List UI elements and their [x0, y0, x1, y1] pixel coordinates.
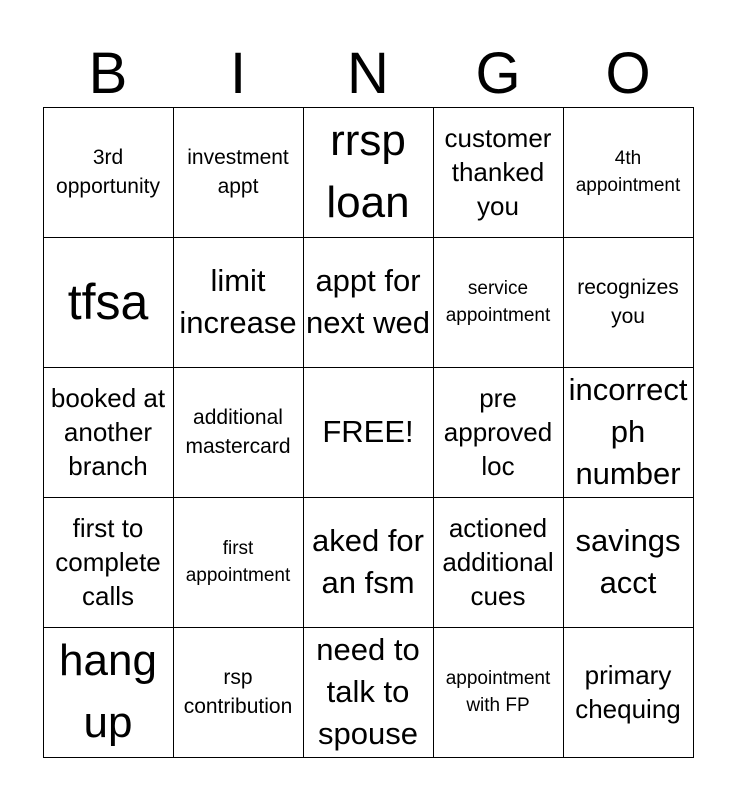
bingo-cell-label: pre approved loc [443, 383, 553, 481]
bingo-cell[interactable] [43, 237, 174, 368]
bingo-cell[interactable] [303, 627, 434, 758]
bingo-cell[interactable] [173, 237, 304, 368]
bingo-cell-label: primary chequing [575, 660, 681, 724]
bingo-cell-label: recognizes you [577, 276, 679, 328]
bingo-cell-label: 3rd opportunity [56, 146, 160, 198]
bingo-cell-label: 4th appointment [575, 148, 681, 196]
bingo-cell-label: rrsp loan [326, 116, 410, 227]
bingo-cell[interactable] [173, 367, 304, 498]
bingo-cell[interactable] [303, 107, 434, 238]
bingo-cell-label: savings acct [575, 523, 681, 600]
bingo-cell[interactable] [563, 107, 694, 238]
bingo-cell[interactable] [43, 107, 174, 238]
header-letter-g: G [475, 41, 521, 106]
bingo-cell-label: appt for next wed [305, 263, 431, 340]
bingo-cell-label: service appointment [445, 278, 551, 326]
bingo-cell[interactable] [563, 367, 694, 498]
bingo-cell[interactable] [303, 497, 434, 628]
bingo-cell-label: first to complete calls [55, 513, 161, 611]
bingo-cell[interactable] [563, 497, 694, 628]
bingo-cell-label: aked for an fsm [311, 523, 424, 600]
bingo-cell[interactable] [43, 627, 174, 758]
bingo-header [43, 40, 693, 108]
bingo-cell[interactable] [433, 627, 564, 758]
bingo-cell[interactable] [173, 627, 304, 758]
bingo-cell-label: incorrect ph number [568, 372, 688, 491]
bingo-cell-label: booked at another branch [50, 383, 166, 481]
bingo-board [43, 107, 693, 757]
bingo-cell[interactable] [433, 367, 564, 498]
bingo-cell[interactable] [173, 497, 304, 628]
header-letter-i: I [229, 41, 247, 106]
bingo-cell[interactable] [563, 627, 694, 758]
bingo-cell[interactable] [303, 367, 434, 498]
bingo-cell-label: FREE! [322, 414, 414, 449]
bingo-cell-label: actioned additional cues [442, 513, 554, 611]
header-letter-o: O [605, 41, 651, 106]
bingo-cell[interactable] [433, 497, 564, 628]
bingo-cell[interactable] [563, 237, 694, 368]
bingo-cell[interactable] [173, 107, 304, 238]
header-letter-b: B [88, 41, 128, 106]
bingo-cell[interactable] [303, 237, 434, 368]
bingo-cell-label: hang up [59, 636, 157, 747]
bingo-cell[interactable] [43, 497, 174, 628]
bingo-cell-label: appointment with FP [445, 668, 551, 716]
bingo-cell-label: investment appt [187, 146, 289, 198]
header-letter-n: N [347, 41, 389, 106]
bingo-cell[interactable] [433, 237, 564, 368]
bingo-cell-label: additional mastercard [185, 406, 291, 458]
bingo-cell-label: first appointment [185, 538, 291, 586]
bingo-cell-label: tfsa [67, 274, 149, 330]
bingo-cell-label: limit increase [179, 263, 297, 340]
bingo-cell[interactable] [433, 107, 564, 238]
bingo-cell[interactable] [43, 367, 174, 498]
bingo-cell-label: need to talk to spouse [316, 632, 420, 751]
bingo-cell-label: rsp contribution [183, 666, 293, 718]
bingo-cell-label: customer thanked you [444, 123, 552, 221]
